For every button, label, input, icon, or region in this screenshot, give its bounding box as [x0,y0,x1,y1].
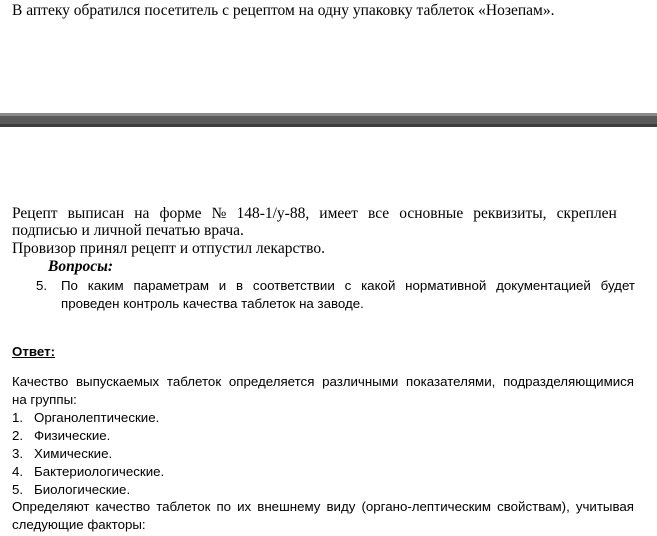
list-item-label: Биологические. [34,482,131,497]
answer-intro-line-1: Качество выпускаемых таблеток определяется различными показателями, подразделяющимися [12,374,634,389]
paragraph-1-line-2: подписью и личной печатью врача. [12,222,244,239]
list-item-number: 2. [12,428,24,443]
closing-line-2: следующие факторы: [12,517,146,532]
question-line-2: проведен контроль качества таблеток на заводе. [61,296,364,311]
questions-heading: Вопросы: [48,258,114,275]
question-number: 5. [36,278,48,293]
question-line-1: По каким параметрам и в соответствии с какой нормативной документацией будет [61,278,635,293]
answer-heading: Ответ: [12,344,56,359]
list-item-label: Органолептические. [34,410,160,425]
list-item-label: Бактериологические. [34,464,165,479]
list-item-number: 3. [12,446,24,461]
list-item-number: 4. [12,464,24,479]
list-item-label: Физические. [34,428,111,443]
paragraph-1-line-1: Рецепт выписан на форме № 148-1/у-88, имеет все основные реквизиты, скреплен [12,205,617,222]
list-item-number: 5. [12,482,24,497]
list-item-number: 1. [12,410,24,425]
closing-line-1: Определяют качество таблеток по их внешнему виду (органо-лептическим свойствам), учитывая [12,499,634,514]
list-item-label: Химические. [34,446,113,461]
intro-line: В аптеку обратился посетитель с рецептом на одну упаковку таблеток «Нозепам». [12,2,555,19]
page-divider [0,113,657,127]
answer-intro-line-2: на группы: [12,392,77,407]
paragraph-2: Провизор принял рецепт и отпустил лекарство. [12,240,325,257]
